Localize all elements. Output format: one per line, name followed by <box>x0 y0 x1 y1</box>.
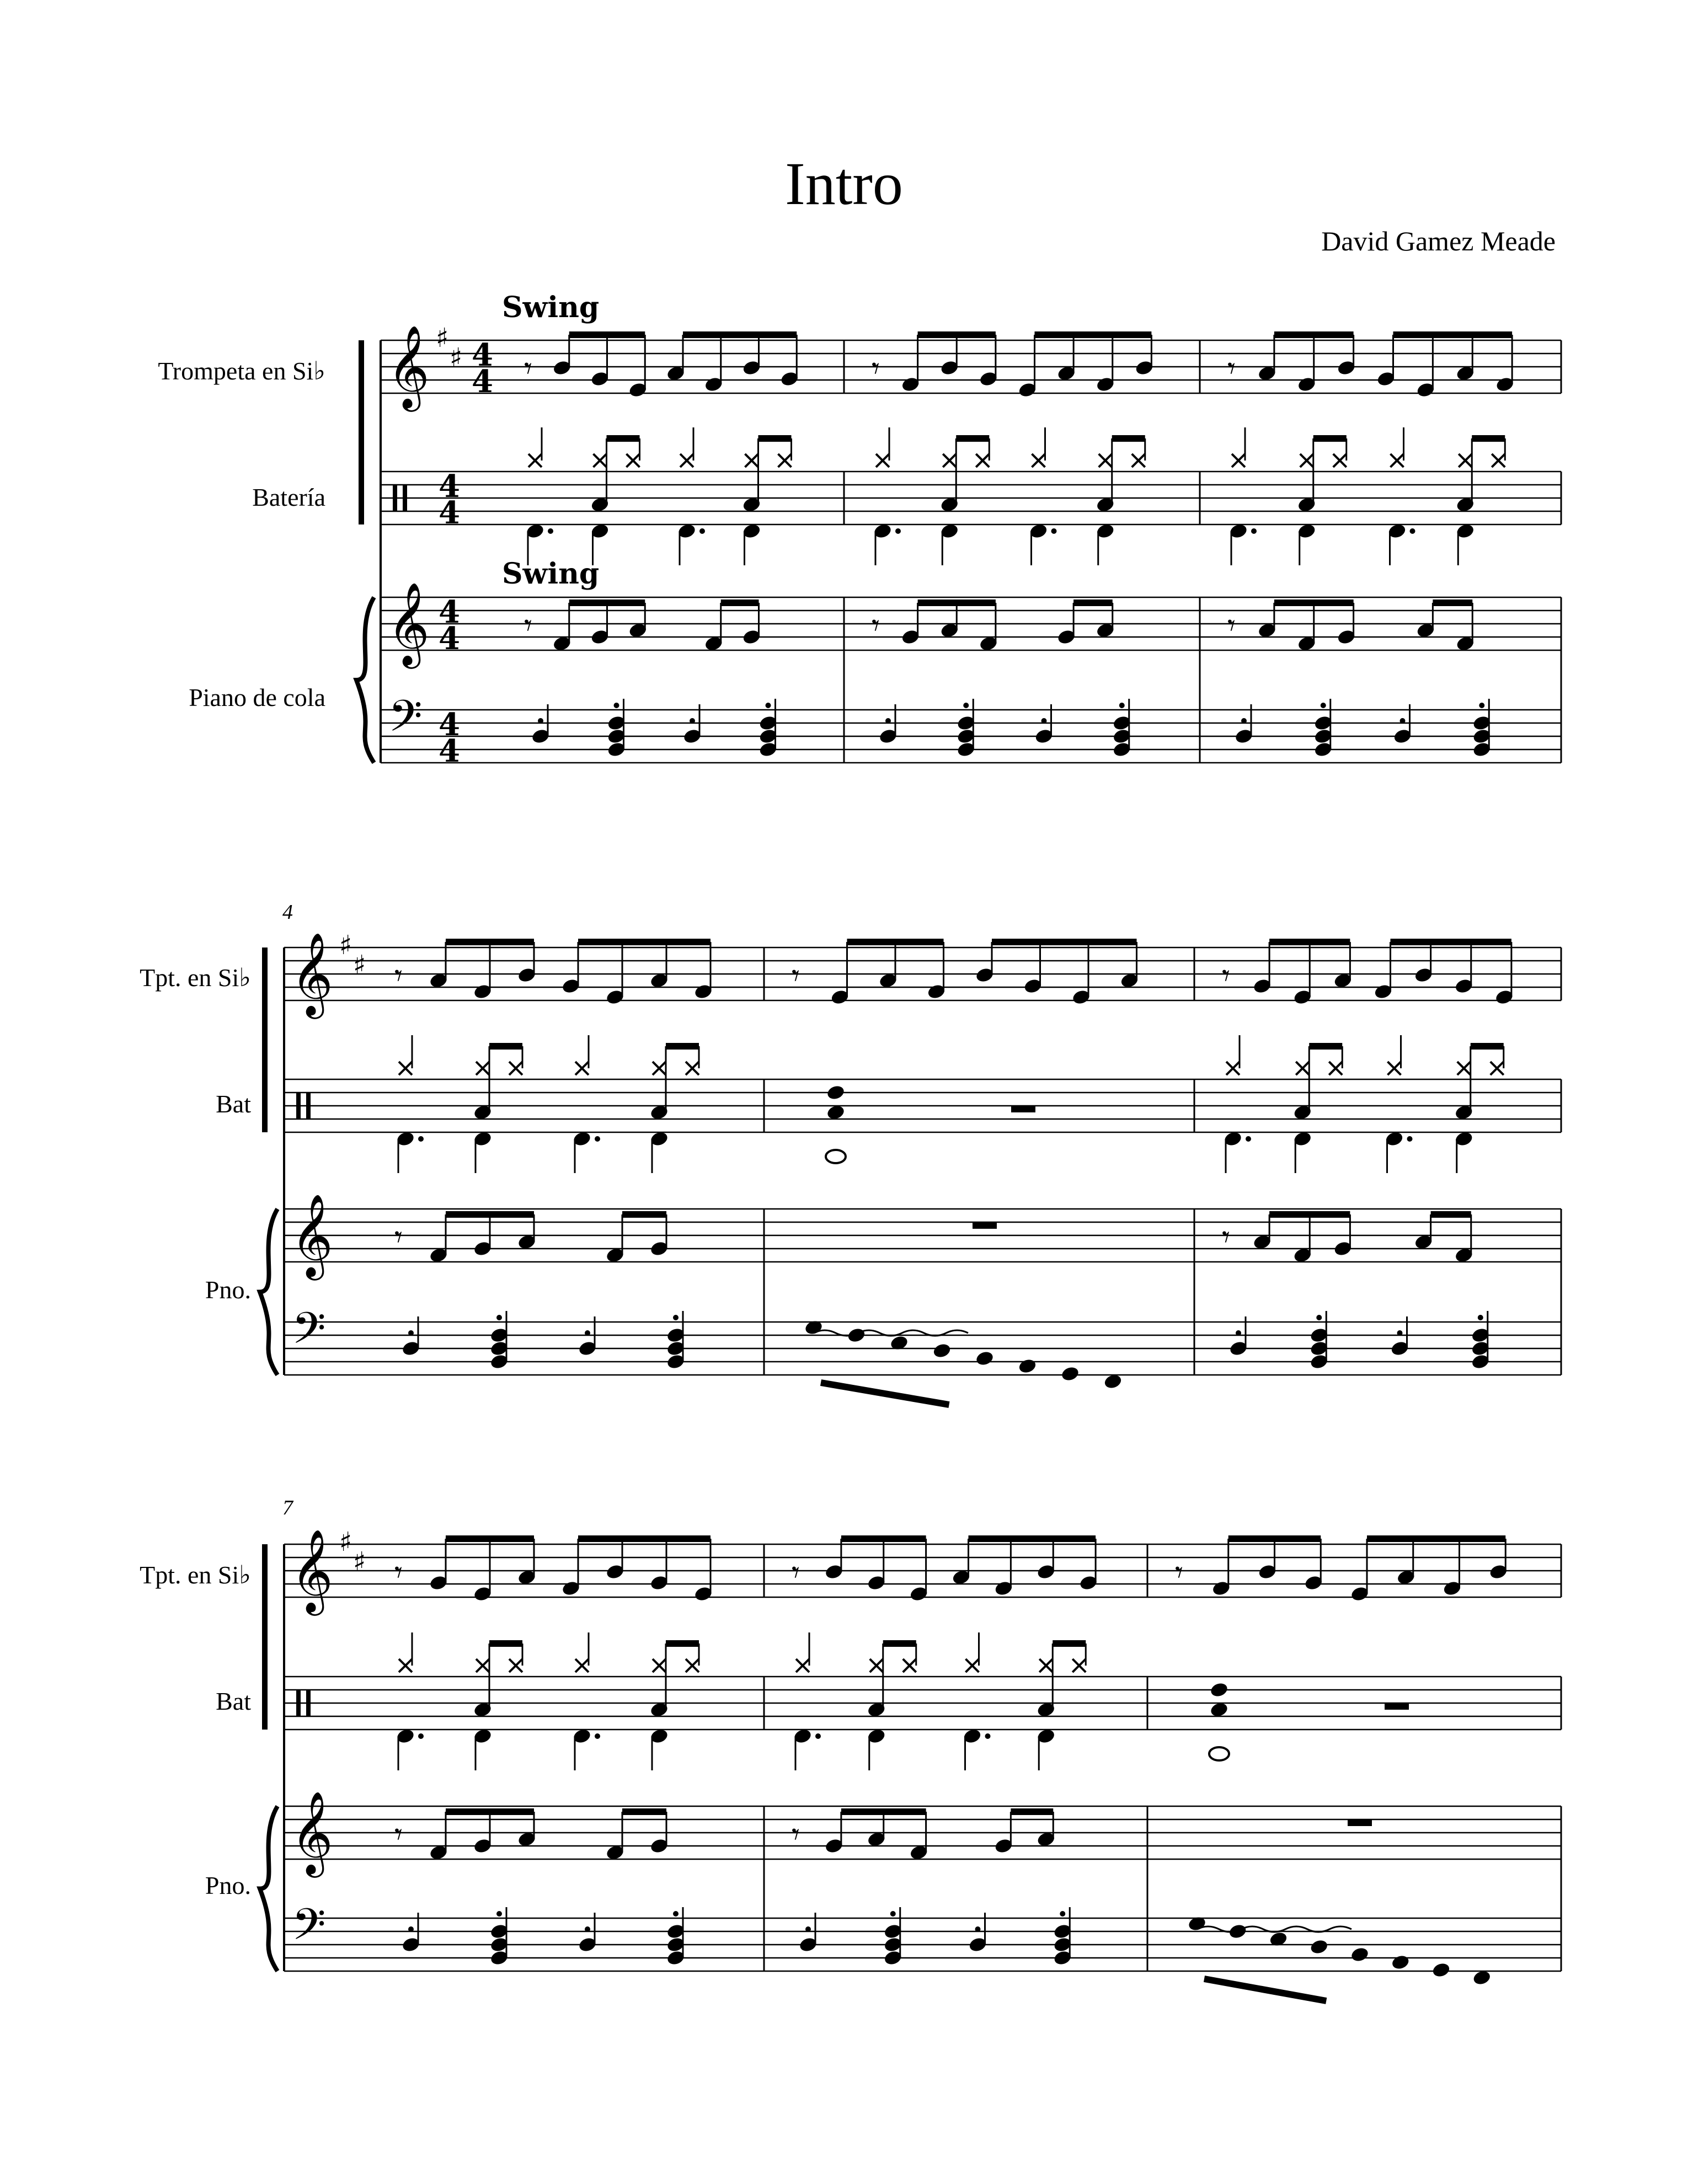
staccato-dot <box>805 1926 811 1932</box>
staccato-dot <box>1119 703 1125 708</box>
key-signature-sharp: ♯ <box>339 930 352 961</box>
time-signature: 4 <box>439 706 460 743</box>
cymbal-notehead <box>1492 454 1505 467</box>
dot <box>699 528 705 534</box>
whole-rest <box>1348 1819 1372 1826</box>
staccato-dot <box>1241 718 1247 724</box>
piano-brace <box>356 597 374 763</box>
treble-clef: 𝄞 <box>387 324 430 408</box>
cymbal-notehead <box>1459 454 1472 467</box>
percussion-clef <box>306 1093 311 1119</box>
eighth-rest: 𝄾 <box>872 608 880 644</box>
treble-clef: 𝄞 <box>387 581 430 665</box>
time-signature: 4 <box>472 337 493 373</box>
dot <box>1051 528 1057 534</box>
cymbal-notehead <box>1032 454 1045 467</box>
treble-clef: 𝄞 <box>291 1528 333 1612</box>
cymbal-notehead <box>966 1659 979 1672</box>
dot <box>1407 1136 1413 1142</box>
staccato-dot <box>963 703 969 708</box>
cymbal-notehead <box>778 454 792 467</box>
score-title: Intro <box>785 150 903 217</box>
staccato-dot <box>673 1911 679 1917</box>
cymbal-notehead <box>575 1659 589 1672</box>
staccato-dot <box>614 703 619 708</box>
piano-notehead <box>1391 1954 1411 1971</box>
composer: David Gamez Meade <box>1321 226 1556 256</box>
percussion-clef <box>296 1093 301 1119</box>
dot <box>418 1733 424 1739</box>
time-signature: 4 <box>439 733 460 769</box>
piano-notehead <box>975 1350 995 1367</box>
beam <box>1204 1979 1326 2001</box>
cymbal-notehead <box>1296 1062 1309 1075</box>
cymbal-notehead <box>476 1659 489 1672</box>
instrument-label-drums-short: Bat <box>216 1090 251 1118</box>
measure-number-7: 7 <box>282 1496 293 1519</box>
key-signature-sharp: ♯ <box>353 950 366 981</box>
staccato-dot <box>538 718 543 724</box>
cymbal-notehead <box>528 454 542 467</box>
eighth-rest: 𝄾 <box>792 958 800 994</box>
cymbal-notehead <box>1039 1659 1053 1672</box>
cymbal-notehead <box>509 1659 522 1672</box>
staccato-dot <box>1316 1315 1322 1320</box>
eighth-rest: 𝄾 <box>1222 958 1230 994</box>
measure-number-4: 4 <box>282 901 293 924</box>
instrument-label-piano-short: Pno. <box>205 1871 251 1899</box>
whole-rest <box>1011 1106 1035 1112</box>
staccato-dot <box>1041 718 1047 724</box>
dot <box>815 1733 821 1739</box>
cymbal-notehead <box>653 1062 666 1075</box>
staccato-dot <box>585 1330 590 1336</box>
staccato-dot <box>1321 703 1326 708</box>
system-bracket <box>359 340 364 524</box>
staccato-dot <box>885 718 891 724</box>
cymbal-notehead <box>943 454 956 467</box>
eighth-rest: 𝄾 <box>1175 1555 1183 1591</box>
cymbal-notehead <box>1491 1062 1504 1075</box>
kick-notehead <box>1209 1747 1229 1760</box>
staccato-dot <box>1478 1315 1483 1320</box>
key-signature-sharp: ♯ <box>436 323 449 354</box>
cymbal-notehead <box>796 1659 809 1672</box>
treble-clef: 𝄞 <box>291 1790 333 1874</box>
piano-brace <box>260 1806 277 1971</box>
cymbal-notehead <box>1232 454 1245 467</box>
dot <box>1410 528 1415 534</box>
system-bracket <box>262 1544 268 1730</box>
staccato-dot <box>1060 1911 1065 1917</box>
time-signature: 4 <box>439 468 460 505</box>
dot <box>595 1136 600 1142</box>
drum-notehead <box>1209 1682 1229 1699</box>
system-bracket <box>262 948 268 1132</box>
cymbal-notehead <box>509 1062 522 1075</box>
staccato-dot <box>1397 1330 1403 1336</box>
cymbal-notehead <box>686 1659 699 1672</box>
staccato-dot <box>1236 1330 1241 1336</box>
staccato-dot <box>496 1911 502 1917</box>
staccato-dot <box>408 1926 414 1932</box>
eighth-rest: 𝄾 <box>792 1817 800 1853</box>
staccato-dot <box>408 1330 414 1336</box>
cymbal-notehead <box>976 454 989 467</box>
staccato-dot <box>496 1315 502 1320</box>
drum-notehead <box>826 1084 846 1101</box>
cymbal-notehead <box>1072 1659 1086 1672</box>
bass-clef: 𝄢 <box>388 690 423 752</box>
time-signature: 4 <box>472 363 493 400</box>
cymbal-notehead <box>594 454 607 467</box>
instrument-label-drums-short: Bat <box>216 1687 251 1715</box>
kick-notehead <box>826 1150 846 1163</box>
eighth-rest: 𝄾 <box>394 958 403 994</box>
eighth-rest: 𝄾 <box>394 1817 403 1853</box>
cymbal-notehead <box>575 1062 589 1075</box>
bass-clef: 𝄢 <box>292 1899 326 1961</box>
cymbal-notehead <box>745 454 758 467</box>
instrument-label-trumpet: Trompeta en Si♭ <box>158 357 325 385</box>
cymbal-notehead <box>1132 454 1145 467</box>
percussion-clef <box>306 1690 311 1716</box>
instrument-label-piano-short: Pno. <box>205 1276 251 1304</box>
beam <box>821 1383 949 1405</box>
treble-clef: 𝄞 <box>291 1193 333 1277</box>
staccato-dot <box>1400 718 1406 724</box>
cymbal-notehead <box>686 1062 699 1075</box>
eighth-rest: 𝄾 <box>524 608 532 644</box>
instrument-label-trumpet-short: Tpt. en Si♭ <box>140 1561 251 1589</box>
percussion-clef <box>403 485 407 511</box>
eighth-rest: 𝄾 <box>1227 608 1236 644</box>
instrument-label-drums: Batería <box>252 483 325 511</box>
staccato-dot <box>890 1911 896 1917</box>
cymbal-notehead <box>1333 454 1347 467</box>
piano-notehead <box>932 1342 952 1359</box>
dot <box>595 1733 600 1739</box>
cymbal-notehead <box>653 1659 666 1672</box>
staccato-dot <box>673 1315 679 1320</box>
cymbal-notehead <box>870 1659 883 1672</box>
time-signature: 4 <box>439 495 460 531</box>
key-signature-sharp: ♯ <box>339 1527 352 1557</box>
eighth-rest: 𝄾 <box>524 351 532 387</box>
cymbal-notehead <box>1457 1062 1471 1075</box>
eighth-rest: 𝄾 <box>872 351 880 387</box>
tempo-marking-piano: Swing <box>502 557 600 591</box>
cymbal-notehead <box>876 454 889 467</box>
time-signature: 4 <box>439 620 460 657</box>
key-signature-sharp: ♯ <box>450 342 463 373</box>
instrument-label-piano: Piano de cola <box>189 683 325 711</box>
cymbal-notehead <box>1329 1062 1342 1075</box>
staccato-dot <box>585 1926 590 1932</box>
eighth-rest: 𝄾 <box>792 1555 800 1591</box>
eighth-rest: 𝄾 <box>394 1555 403 1591</box>
key-signature-sharp: ♯ <box>353 1546 366 1577</box>
staccato-dot <box>690 718 695 724</box>
eighth-rest: 𝄾 <box>394 1219 403 1255</box>
dot <box>418 1136 424 1142</box>
cymbal-notehead <box>903 1659 916 1672</box>
dot <box>1246 1136 1251 1142</box>
staccato-dot <box>1479 703 1484 708</box>
staccato-dot <box>975 1926 981 1932</box>
cymbal-notehead <box>627 454 640 467</box>
eighth-rest: 𝄾 <box>1227 351 1236 387</box>
instrument-label-trumpet-short: Tpt. en Si♭ <box>140 963 251 992</box>
treble-clef: 𝄞 <box>291 932 333 1015</box>
whole-rest <box>973 1222 997 1229</box>
cymbal-notehead <box>399 1659 412 1672</box>
tempo-marking-trumpet: Swing <box>502 291 600 324</box>
piano-notehead <box>1431 1962 1451 1979</box>
dot <box>1251 528 1257 534</box>
cymbal-notehead <box>1226 1062 1240 1075</box>
cymbal-notehead <box>680 454 693 467</box>
eighth-rest: 𝄾 <box>1222 1219 1230 1255</box>
whole-rest <box>1385 1703 1409 1710</box>
time-signature: 4 <box>439 594 460 630</box>
cymbal-notehead <box>1300 454 1313 467</box>
cymbal-notehead <box>1099 454 1112 467</box>
piano-notehead <box>1018 1358 1038 1375</box>
percussion-clef <box>393 485 397 511</box>
dot <box>985 1733 991 1739</box>
percussion-clef <box>296 1690 301 1716</box>
dot <box>548 528 553 534</box>
cymbal-notehead <box>1388 1062 1401 1075</box>
piano-notehead <box>1309 1939 1329 1956</box>
cymbal-notehead <box>1391 454 1404 467</box>
cymbal-notehead <box>476 1062 489 1075</box>
piano-notehead <box>1060 1366 1080 1383</box>
staccato-dot <box>766 703 771 708</box>
piano-notehead <box>1350 1946 1370 1963</box>
piano-brace <box>260 1209 277 1375</box>
cymbal-notehead <box>399 1062 412 1075</box>
dot <box>895 528 901 534</box>
bass-clef: 𝄢 <box>292 1303 326 1364</box>
